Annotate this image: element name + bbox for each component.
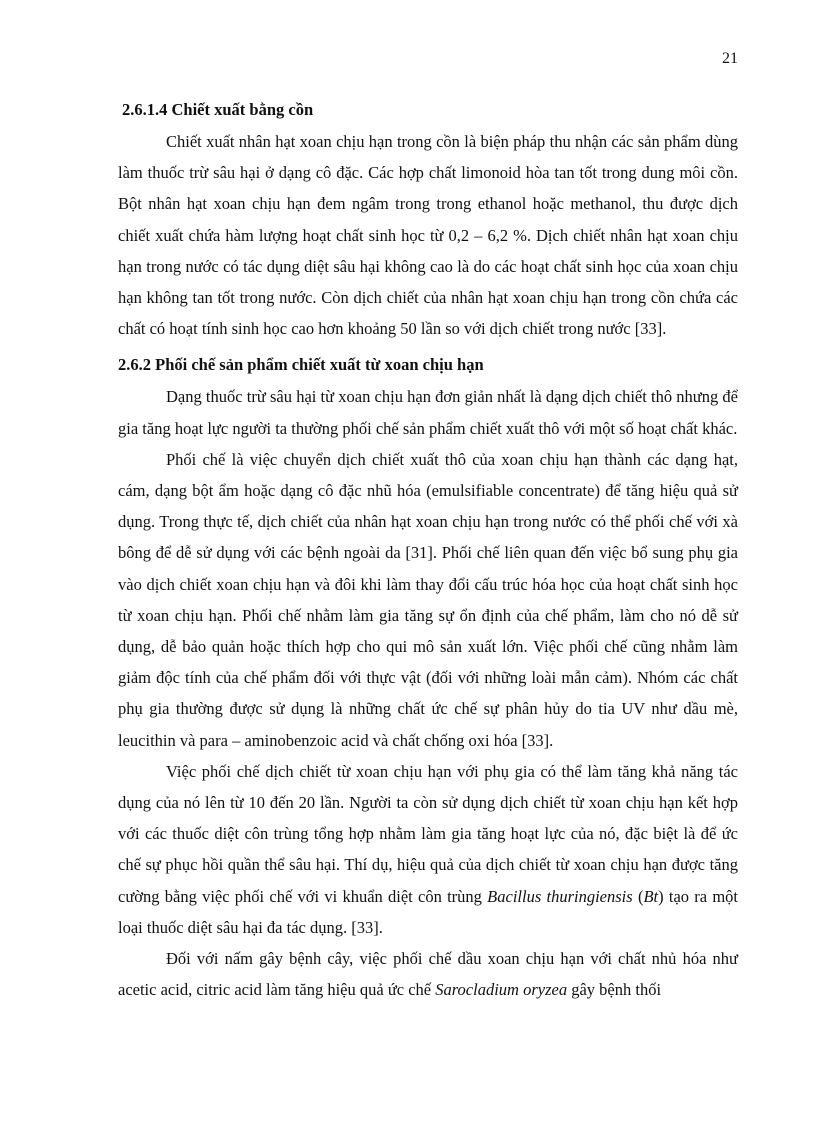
section-heading: 2.6.1.4 Chiết xuất bằng cồn [122,100,314,119]
abbreviation: Bt [643,886,659,906]
paragraph-text: ( [632,886,644,906]
paragraph: Chiết xuất nhân hạt xoan chịu hạn trong cồn là biện pháp thu nhận các sản phẩm dùng làm thuốc trừ sâu hại ở dạng cô đặc. Các hợp chất limonoid hòa tan tốt trong dung môi cồn. Bột nhân hạt xoan chịu hạn đem ngâm trong trong ethanol hoặc methanol, thu được dịch chiết xuất chứa hàm lượng hoạt chất sinh học từ 0,2 – 6,2 %. Dịch chiết nhân hạt xoan chịu hạn trong nước có tác dụng diệt sâu hại không cao là do các hoạt chất sinh học của xoan chịu hạn không tan tốt trong nước. Còn dịch chiết của nhân hạt xoan chịu hạn trong cồn chứa các chất có hoạt tính sinh học cao hơn khoảng 50 lần so với dịch chiết trong nước [33]. [118,132,738,339]
paragraph: Phối chế là việc chuyển dịch chiết xuất thô của xoan chịu hạn thành các dạng hạt, cám, dạng bột ẩm hoặc dạng cô đặc nhũ hóa (emulsifiable concentrate) để tăng hiệu quả sử dụng. Trong thực tế, dịch chiết của nhân hạt xoan chịu hạn trong nước có thể phối chế với xà bông để dễ sử dụng với các bệnh ngoài da [31]. Phối chế liên quan đến việc bổ sung phụ gia vào dịch chiết xoan chịu hạn và đôi khi làm thay đổi cấu trúc hóa học của hoạt chất sinh học từ xoan chịu hạn. Phối chế nhằm làm gia tăng sự ổn định của chế phẩm, làm cho nó dễ sử dụng, dễ bảo quản hoặc thích hợp cho qui mô sản xuất lớn. Việc phối chế cũng nhằm làm giảm độc tính của chế phẩm đối với thực vật (đối với những loài mẫn cảm). Nhóm các chất phụ gia thường được sử dụng là những chất ức chế sự phân hủy do tia UV như dầu mè, leucithin và para – aminobenzoic acid và chất chống oxi hóa [33]. [118,449,738,750]
species-name: Sarocladium oryzea [435,980,568,1000]
species-name: Bacillus thuringiensis [487,886,633,906]
paragraph [118,943,738,1005]
paragraph: Dạng thuốc trừ sâu hại từ xoan chịu hạn đơn giản nhất là dạng dịch chiết thô nhưng để gia tăng hoạt lực người ta thường phối chế sản phẩm chiết xuất thô với một số hoạt chất khác. [118,387,738,438]
section-heading: 2.6.2 Phối chế sản phẩm chiết xuất từ xoan chịu hạn [118,355,484,375]
paragraph-text: Đối với nấm gây bệnh cây, việc phối chế dầu xoan chịu hạn với chất nhủ hóa như acetic acid, citric acid làm tăng hiệu quả ức chế [118,949,738,1000]
document-body [118,93,738,1005]
paragraph-text: Việc phối chế dịch chiết từ xoan chịu hạn với phụ gia có thể làm tăng khả năng tác dụng của nó lên từ 10 đến 20 lần. Người ta còn sử dụng dịch chiết từ xoan chịu hạn kết hợp với các thuốc diệt côn trùng tổng hợp nhằm làm gia tăng hoạt lực của nó, đặc biệt là để ức chế sự phục hồi quần thể sâu hại. Thí dụ, hiệu quả của dịch chiết từ xoan chịu hạn được tăng cường bằng việc phối chế với vi khuẩn diệt côn trùng [118,761,738,906]
paragraph [118,756,738,943]
paragraph-text: ) tạo ra một loại thuốc diệt sâu hại đa tác dụng. [33]. [118,886,739,937]
page-number: 21 [722,50,738,67]
paragraph-text: gây bệnh thối [567,980,662,1000]
